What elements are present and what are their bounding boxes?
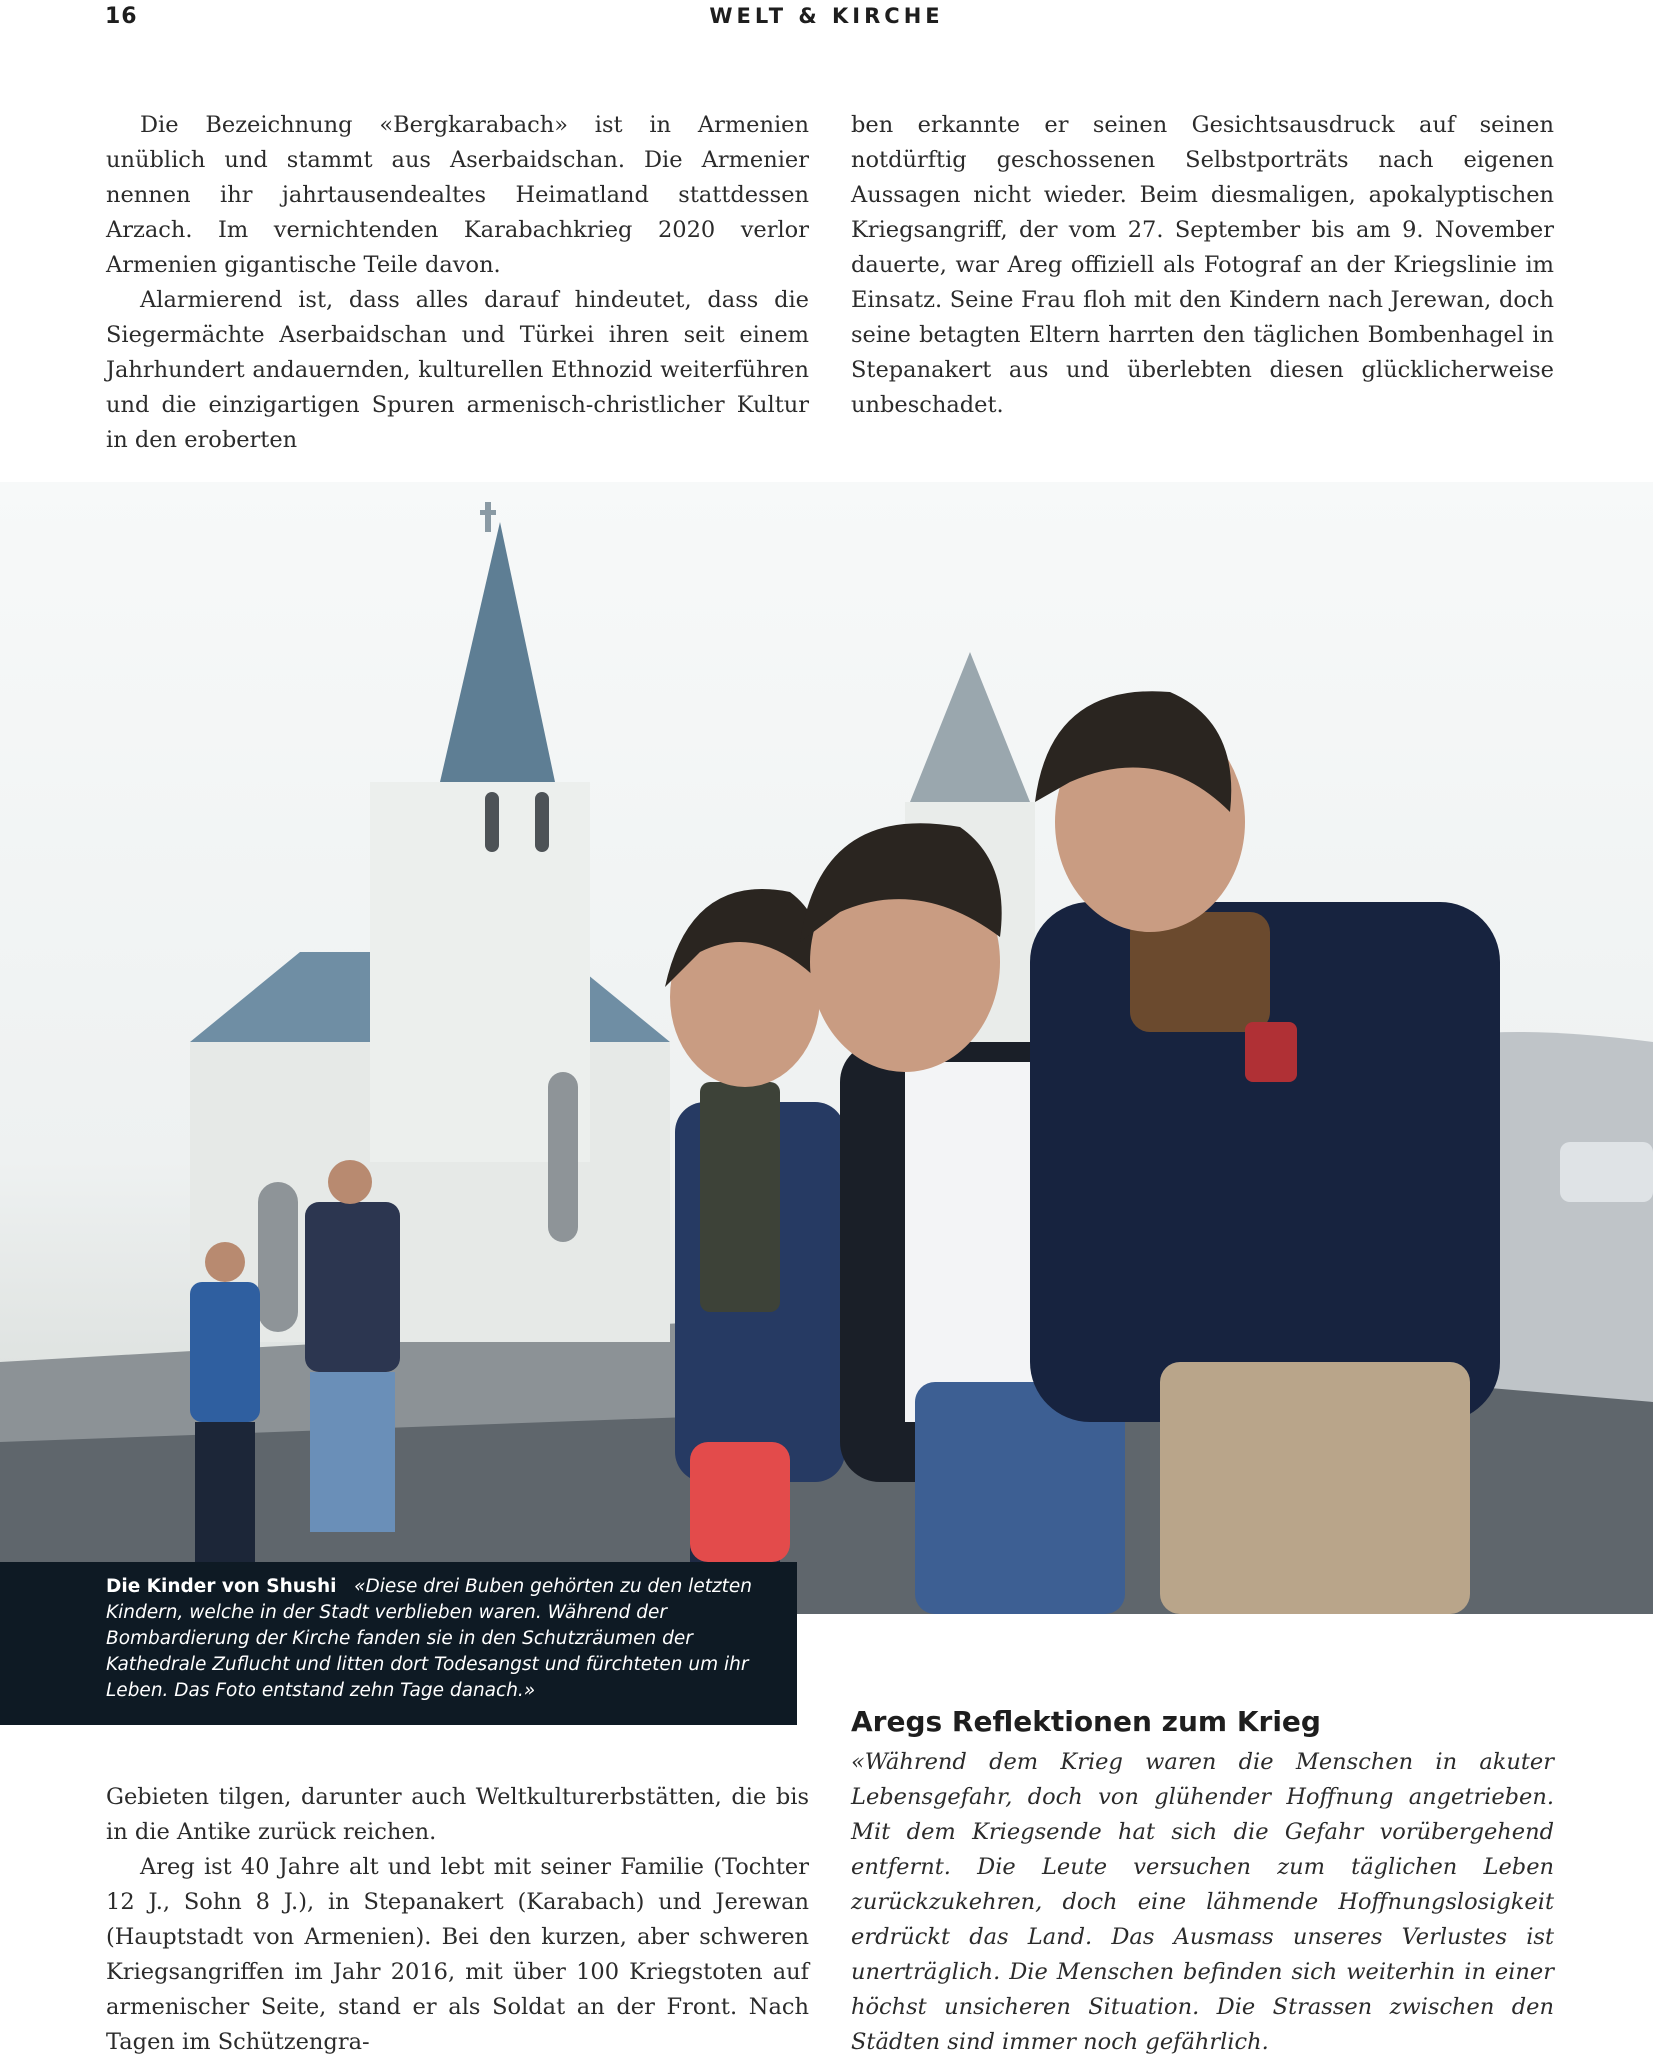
column-top-right [851,108,1554,423]
section-title: WELT & KIRCHE [709,4,944,28]
paragraph: Die Bezeichnung «Bergkarabach» ist in Armenien unüblich und stammt aus Aserbaidschan. Die Armenier nennen ihr jahrtausendealtes Heimatland stattdessen Arzach. Im vernichtenden Karabachkrieg 2020 verlor Armenien gigantische Teile davon. [106,112,809,278]
paragraph: Alarmierend ist, dass alles darauf hindeutet, dass die Siegermächte Aserbaidschan und Türkei ihren seit einem Jahrhundert andauernden, kulturellen Ethnozid weiterführen und die einzigartigen Spuren armenisch-christlicher Kultur in den eroberten [106,287,809,453]
photo-illustration [0,482,1653,1614]
caption-text: «Diese drei Buben gehörten zu den letzten Kindern, welche in der Stadt verblieben waren. Während der Bombardierung der Kirche fanden sie in den Schutzräumen der Kathedrale Zuflucht und litten dort Todesangst und fürchteten um ihr Leben. Das Foto entstand zehn Tage danach.» [106,1576,753,1701]
column-top-left [106,108,809,458]
quote: «Während dem Krieg waren die Menschen in akuter Lebensgefahr, doch von glühender Hoffnung angetrieben. Mit dem Kriegsende hat sich die Gefahr vorübergehend entfernt. Die Leute versuchen zum täglichen Leben zurückzukehren, doch eine lähmende Hoffnungslosigkeit erdrückt das Land. Das Ausmass unseres Verlustes ist unerträglich. Die Menschen befinden sich weiterhin in einer höchst unsicheren Situation. Die Strassen zwischen den Städten sind immer noch gefährlich. [851,1749,1554,2055]
page-number: 16 [105,4,138,29]
column-bottom-right [851,1745,1554,2060]
photo-caption [0,1562,797,1725]
article-photo [0,482,1653,1614]
paragraph: Gebieten tilgen, darunter auch Weltkulturerbstätten, die bis in die Antike zurück reichen. [106,1784,809,1845]
paragraph: ben erkannte er seinen Gesichtsausdruck auf seinen notdürftig geschossenen Selbstporträts nach eigenen Aussagen nicht wieder. Beim diesmaligen, apokalyptischen Kriegsangriff, der vom 27. September bis am 9. November dauerte, war Areg offiziell als Fotograf an der Kriegslinie im Einsatz. Seine Frau floh mit den Kindern nach Jerewan, doch seine betagten Eltern harrten den täglichen Bombenhagel in Stepanakert aus und überlebten diesen glücklicherweise unbeschadet. [851,112,1554,418]
subhead: Aregs Reflektionen zum Krieg [851,1705,1321,1738]
paragraph: Areg ist 40 Jahre alt und lebt mit seiner Familie (Tochter 12 J., Sohn 8 J.), in Stepanakert (Karabach) und Jerewan (Hauptstadt von Armenien). Bei den kurzen, aber schweren Kriegsangriffen im Jahr 2016, mit über 100 Kriegstoten auf armenischer Seite, stand er als Soldat an der Front. Nach Tagen im Schützengra- [106,1854,809,2055]
caption-title: Die Kinder von Shushi [106,1576,337,1597]
column-bottom-left [106,1780,809,2060]
